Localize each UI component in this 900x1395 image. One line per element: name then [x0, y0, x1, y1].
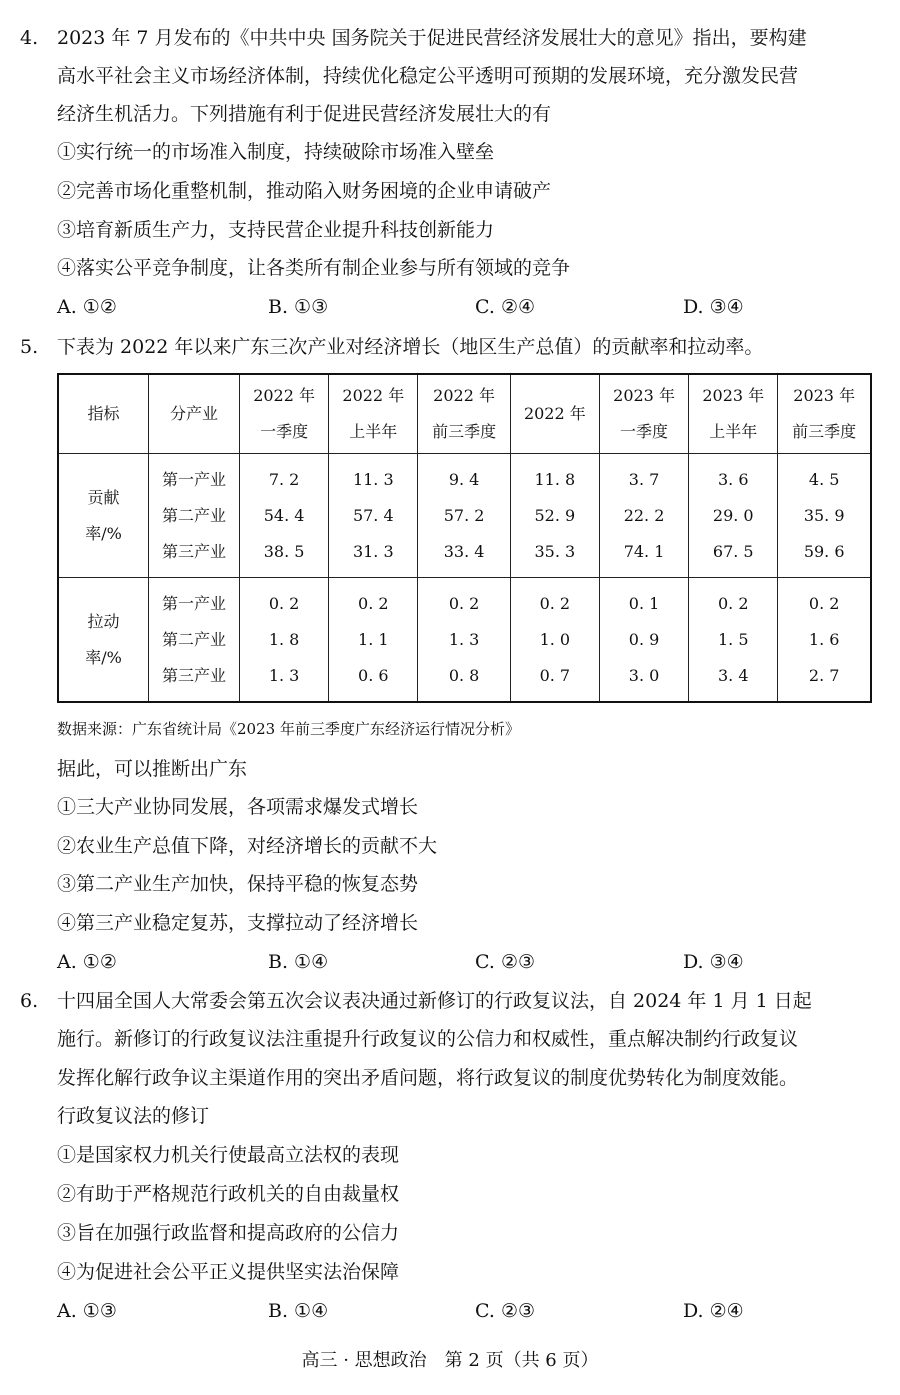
option-a[interactable]: A. ①③ [57, 1300, 117, 1322]
question-text-line: 下表为 2022 年以来广东三次产业对经济增长（地区生产总值）的贡献率和拉动率。 [57, 336, 764, 358]
question-text-line: 2023 年 7 月发布的《中共中央 国务院关于促进民营经济发展壮大的意见》指出，要构建 [57, 27, 807, 49]
answer-options [57, 1299, 877, 1323]
option-b[interactable]: B. ①④ [268, 1300, 329, 1322]
statement-2: ②农业生产总值下降，对经济增长的贡献不大 [57, 835, 438, 857]
table-cell: 0. 2 1. 8 1. 3 [240, 578, 329, 703]
header-period: 2023 年 前三季度 [778, 374, 871, 454]
industry-labels: 第一产业 第二产业 第三产业 [149, 578, 240, 703]
statement-3: ③培育新质生产力，支持民营企业提升科技创新能力 [57, 219, 495, 241]
table-cell: 11. 8 52. 9 35. 3 [510, 454, 599, 578]
statement-4: ④落实公平竞争制度，让各类所有制企业参与所有领域的竞争 [57, 257, 571, 279]
option-c[interactable]: C. ②④ [475, 296, 536, 318]
question-text-line: 行政复议法的修订 [57, 1105, 210, 1127]
question-text-line: 高水平社会主义市场经济体制，持续优化稳定公平透明可预期的发展环境，充分激发民营 [57, 65, 799, 87]
statement-2: ②有助于严格规范行政机关的自由裁量权 [57, 1183, 400, 1205]
statement-1: ①实行统一的市场准入制度，持续破除市场准入壁垒 [57, 141, 495, 163]
table-cell: 4. 5 35. 9 59. 6 [778, 454, 871, 578]
question-text-line: 施行。新修订的行政复议法注重提升行政复议的公信力和权威性，重点解决制约行政复议 [57, 1028, 799, 1050]
option-a[interactable]: A. ①② [57, 296, 117, 318]
data-table [57, 373, 872, 703]
question-number: 4. [20, 27, 39, 49]
header-indicator: 指标 [58, 374, 149, 454]
question-number: 6. [20, 990, 39, 1012]
table-cell: 0. 2 1. 1 0. 6 [329, 578, 418, 703]
option-d[interactable]: D. ②④ [683, 1300, 744, 1322]
table-cell: 11. 3 57. 4 31. 3 [329, 454, 418, 578]
header-period: 2022 年 [510, 374, 599, 454]
table-cell: 0. 1 0. 9 3. 0 [599, 578, 688, 703]
option-d[interactable]: D. ③④ [683, 951, 744, 973]
table-cell: 0. 2 1. 0 0. 7 [510, 578, 599, 703]
header-period: 2022 年 一季度 [240, 374, 329, 454]
answer-options [57, 950, 877, 974]
page-footer: 高三 · 思想政治 第 2 页（共 6 页） [301, 1350, 599, 1371]
table-cell: 3. 7 22. 2 74. 1 [599, 454, 688, 578]
header-period: 2022 年 前三季度 [418, 374, 510, 454]
data-source-note: 数据来源：广东省统计局《2023 年前三季度广东经济运行情况分析》 [57, 720, 520, 738]
question-number: 5. [20, 336, 39, 358]
header-period: 2023 年 上半年 [689, 374, 778, 454]
table-cell: 0. 2 1. 6 2. 7 [778, 578, 871, 703]
question-text-line: 经济生机活力。下列措施有利于促进民营经济发展壮大的有 [57, 103, 552, 125]
table-cell: 0. 2 1. 3 0. 8 [418, 578, 510, 703]
group-label: 拉动 率/% [58, 578, 149, 703]
table-row-pull [58, 578, 871, 703]
answer-options [57, 295, 877, 319]
table-cell: 3. 6 29. 0 67. 5 [689, 454, 778, 578]
header-period: 2023 年 一季度 [599, 374, 688, 454]
statement-4: ④为促进社会公平正义提供坚实法治保障 [57, 1261, 400, 1283]
table-header-row [58, 374, 871, 454]
option-c[interactable]: C. ②③ [475, 951, 536, 973]
question-text-line: 十四届全国人大常委会第五次会议表决通过新修订的行政复议法，自 2024 年 1 月 1 日起 [57, 990, 812, 1012]
question-text-line: 据此，可以推断出广东 [57, 758, 248, 780]
header-period: 2022 年 上半年 [329, 374, 418, 454]
question-text-line: 发挥化解行政争议主渠道作用的突出矛盾问题，将行政复议的制度优势转化为制度效能。 [57, 1067, 799, 1089]
option-c[interactable]: C. ②③ [475, 1300, 536, 1322]
statement-2: ②完善市场化重整机制，推动陷入财务困境的企业申请破产 [57, 180, 552, 202]
statement-4: ④第三产业稳定复苏，支撑拉动了经济增长 [57, 912, 419, 934]
option-a[interactable]: A. ①② [57, 951, 117, 973]
statement-1: ①是国家权力机关行使最高立法权的表现 [57, 1144, 400, 1166]
table-row-contribution [58, 454, 871, 578]
table-cell: 9. 4 57. 2 33. 4 [418, 454, 510, 578]
option-d[interactable]: D. ③④ [683, 296, 744, 318]
option-b[interactable]: B. ①③ [268, 296, 329, 318]
industry-labels: 第一产业 第二产业 第三产业 [149, 454, 240, 578]
statement-3: ③旨在加强行政监督和提高政府的公信力 [57, 1222, 400, 1244]
statement-3: ③第二产业生产加快，保持平稳的恢复态势 [57, 873, 419, 895]
table-cell: 0. 2 1. 5 3. 4 [689, 578, 778, 703]
statement-1: ①三大产业协同发展，各项需求爆发式增长 [57, 796, 419, 818]
group-label: 贡献 率/% [58, 454, 149, 578]
header-industry: 分产业 [149, 374, 240, 454]
option-b[interactable]: B. ①④ [268, 951, 329, 973]
table-cell: 7. 2 54. 4 38. 5 [240, 454, 329, 578]
